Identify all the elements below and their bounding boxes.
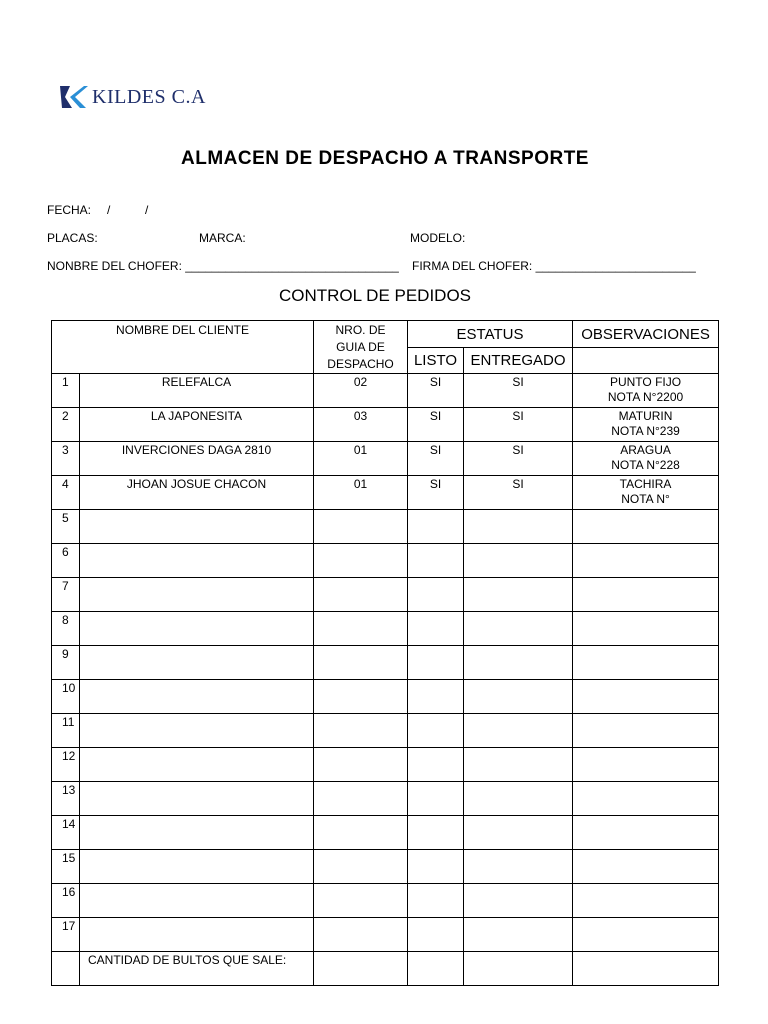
observaciones-cell-text: ARAGUA (620, 443, 671, 457)
entregado-cell (464, 782, 573, 816)
observaciones-cell (573, 884, 719, 918)
row-number-text: 16 (62, 885, 76, 899)
row-number (52, 476, 80, 510)
guia-cell (314, 408, 408, 442)
guia-cell (314, 714, 408, 748)
listo-cell (408, 408, 464, 442)
guia-cell (314, 612, 408, 646)
listo-cell (408, 884, 464, 918)
observaciones-cell (573, 578, 719, 612)
listo-cell (408, 544, 464, 578)
cliente-cell (80, 544, 314, 578)
entregado-cell (464, 612, 573, 646)
entregado-cell (464, 510, 573, 544)
orders-table (51, 320, 719, 986)
table-row (52, 408, 719, 442)
table-row (52, 612, 719, 646)
guia-cell (314, 782, 408, 816)
header-guia-line: DESPACHO (327, 357, 394, 371)
table-row (52, 510, 719, 544)
cliente-cell-text: RELEFALCA (161, 375, 232, 389)
row-number-text: 6 (62, 545, 69, 559)
fecha-separator-1: / (107, 203, 111, 217)
table-row (52, 544, 719, 578)
row-number (52, 714, 80, 748)
cliente-cell (80, 374, 314, 408)
row-number-text: 15 (62, 851, 76, 865)
entregado-cell (464, 544, 573, 578)
row-number-text: 17 (62, 919, 76, 933)
observaciones-cell-text: NOTA N°2200 (607, 390, 684, 404)
guia-cell (314, 374, 408, 408)
guia-cell (314, 850, 408, 884)
guia-cell (314, 918, 408, 952)
row-number (52, 816, 80, 850)
row-number (52, 884, 80, 918)
cliente-cell (80, 680, 314, 714)
entregado-cell (464, 714, 573, 748)
fecha-label: FECHA: (47, 203, 92, 217)
table-row (52, 374, 719, 408)
table-row (52, 680, 719, 714)
header-cliente: NOMBRE DEL CLIENTE (52, 321, 314, 374)
orders-body (52, 374, 719, 952)
table-row (52, 918, 719, 952)
guia-cell (314, 816, 408, 850)
guia-cell (314, 884, 408, 918)
guia-cell (314, 680, 408, 714)
entregado-cell (464, 646, 573, 680)
cliente-cell (80, 714, 314, 748)
observaciones-cell-text: NOTA N° (621, 492, 670, 506)
listo-cell (408, 714, 464, 748)
table-row (52, 816, 719, 850)
row-number-text: 14 (62, 817, 76, 831)
cliente-cell (80, 646, 314, 680)
entregado-cell-text: SI (512, 477, 524, 491)
listo-cell (408, 476, 464, 510)
row-number (52, 850, 80, 884)
cliente-cell (80, 442, 314, 476)
listo-cell (408, 442, 464, 476)
footer-cell (464, 952, 573, 986)
observaciones-cell (573, 374, 719, 408)
row-number (52, 408, 80, 442)
entregado-cell (464, 374, 573, 408)
row-number-text: 3 (62, 443, 69, 457)
observaciones-cell (573, 918, 719, 952)
modelo-label: MODELO: (410, 231, 466, 245)
observaciones-cell (573, 646, 719, 680)
marca-label: MARCA: (199, 231, 246, 245)
company-logo (58, 82, 206, 112)
table-row (52, 748, 719, 782)
cliente-cell (80, 510, 314, 544)
table-row (52, 884, 719, 918)
listo-cell-text: SI (429, 375, 442, 389)
entregado-cell (464, 476, 573, 510)
observaciones-cell (573, 408, 719, 442)
listo-cell-text: SI (429, 409, 442, 423)
observaciones-cell (573, 714, 719, 748)
row-number (52, 782, 80, 816)
entregado-cell (464, 442, 573, 476)
listo-cell (408, 612, 464, 646)
cliente-cell (80, 578, 314, 612)
entregado-cell (464, 680, 573, 714)
cliente-cell (80, 612, 314, 646)
entregado-cell-text: SI (512, 409, 524, 423)
row-number (52, 680, 80, 714)
entregado-cell (464, 884, 573, 918)
cliente-cell (80, 476, 314, 510)
row-number-text: 2 (62, 409, 69, 423)
guia-cell-text: 03 (353, 409, 368, 423)
entregado-cell (464, 408, 573, 442)
table-row (52, 850, 719, 884)
footer-num-cell (52, 952, 80, 986)
guia-cell (314, 476, 408, 510)
entregado-cell (464, 816, 573, 850)
observaciones-cell-text: TACHIRA (619, 477, 672, 491)
company-name: KILDES C.A (92, 86, 206, 108)
row-number-text: 13 (62, 783, 76, 797)
listo-cell (408, 850, 464, 884)
kildes-logo-icon (58, 84, 88, 110)
guia-cell-text: 01 (353, 443, 368, 457)
cliente-cell (80, 884, 314, 918)
row-number-text: 9 (62, 647, 69, 661)
listo-cell-text: SI (429, 443, 442, 457)
footer-cell (573, 952, 719, 986)
observaciones-cell (573, 850, 719, 884)
header-listo: LISTO (408, 348, 464, 374)
document-title: ALMACEN DE DESPACHO A TRANSPORTE (181, 148, 589, 169)
cliente-cell (80, 748, 314, 782)
observaciones-cell (573, 476, 719, 510)
entregado-cell (464, 850, 573, 884)
guia-cell (314, 544, 408, 578)
row-number-text: 5 (62, 511, 69, 525)
listo-cell (408, 680, 464, 714)
guia-cell-text: 02 (353, 375, 368, 389)
entregado-cell (464, 748, 573, 782)
header-guia-line: NRO. DE (335, 323, 386, 337)
row-number (52, 442, 80, 476)
table-row (52, 578, 719, 612)
table-row (52, 782, 719, 816)
header-entregado: ENTREGADO (464, 348, 573, 374)
row-number-text: 12 (62, 749, 76, 763)
row-number (52, 918, 80, 952)
guia-cell (314, 442, 408, 476)
footer-cell (314, 952, 408, 986)
observaciones-cell (573, 442, 719, 476)
chofer-name-field: NONBRE DEL CHOFER: ________________________________ (47, 259, 399, 273)
cliente-cell-text: JHOAN JOSUE CHACON (126, 477, 267, 491)
table-row (52, 442, 719, 476)
observaciones-cell (573, 816, 719, 850)
cliente-cell-text: INVERCIONES DAGA 2810 (121, 443, 272, 457)
observaciones-cell-text: NOTA N°228 (611, 458, 680, 472)
listo-cell (408, 510, 464, 544)
fecha-separator-2: / (145, 203, 149, 217)
section-title: CONTROL DE PEDIDOS (278, 286, 472, 305)
header-estatus: ESTATUS (408, 321, 573, 348)
listo-cell (408, 918, 464, 952)
observaciones-cell (573, 680, 719, 714)
row-number (52, 578, 80, 612)
row-number (52, 748, 80, 782)
row-number-text: 10 (62, 681, 76, 695)
header-observaciones-sub (573, 348, 719, 374)
table-row (52, 714, 719, 748)
entregado-cell (464, 578, 573, 612)
cliente-cell-text: LA JAPONESITA (150, 409, 243, 423)
entregado-cell-text: SI (512, 375, 524, 389)
guia-cell (314, 578, 408, 612)
footer-cell (408, 952, 464, 986)
table-row (52, 646, 719, 680)
row-number-text: 11 (62, 715, 75, 729)
row-number (52, 612, 80, 646)
chofer-signature-field: FIRMA DEL CHOFER: ________________________ (412, 259, 696, 273)
guia-cell-text: 01 (353, 477, 368, 491)
cliente-cell (80, 408, 314, 442)
observaciones-cell (573, 748, 719, 782)
guia-cell (314, 748, 408, 782)
observaciones-cell-text: MATURIN (618, 409, 673, 423)
observaciones-cell (573, 612, 719, 646)
table-row (52, 476, 719, 510)
observaciones-cell-text: NOTA N°239 (611, 424, 680, 438)
row-number-text: 7 (62, 579, 69, 593)
guia-cell (314, 646, 408, 680)
guia-cell (314, 510, 408, 544)
observaciones-cell-text: PUNTO FIJO (609, 375, 682, 389)
observaciones-cell (573, 544, 719, 578)
observaciones-cell (573, 782, 719, 816)
row-number (52, 544, 80, 578)
header-guia (314, 321, 408, 374)
cliente-cell (80, 850, 314, 884)
row-number (52, 510, 80, 544)
row-number (52, 374, 80, 408)
cliente-cell (80, 782, 314, 816)
row-number-text: 1 (62, 375, 69, 389)
listo-cell (408, 748, 464, 782)
observaciones-cell (573, 510, 719, 544)
placas-label: PLACAS: (47, 231, 98, 245)
footer-bultos-label: CANTIDAD DE BULTOS QUE SALE: (80, 952, 314, 986)
listo-cell (408, 646, 464, 680)
row-number (52, 646, 80, 680)
header-observaciones: OBSERVACIONES (573, 321, 719, 348)
cliente-cell (80, 918, 314, 952)
header-guia-line: GUIA DE (336, 340, 385, 354)
row-number-text: 4 (62, 477, 69, 491)
row-number-text: 8 (62, 613, 69, 627)
listo-cell (408, 816, 464, 850)
listo-cell (408, 578, 464, 612)
entregado-cell (464, 918, 573, 952)
listo-cell-text: SI (429, 477, 442, 491)
listo-cell (408, 374, 464, 408)
cliente-cell (80, 816, 314, 850)
entregado-cell-text: SI (512, 443, 524, 457)
listo-cell (408, 782, 464, 816)
